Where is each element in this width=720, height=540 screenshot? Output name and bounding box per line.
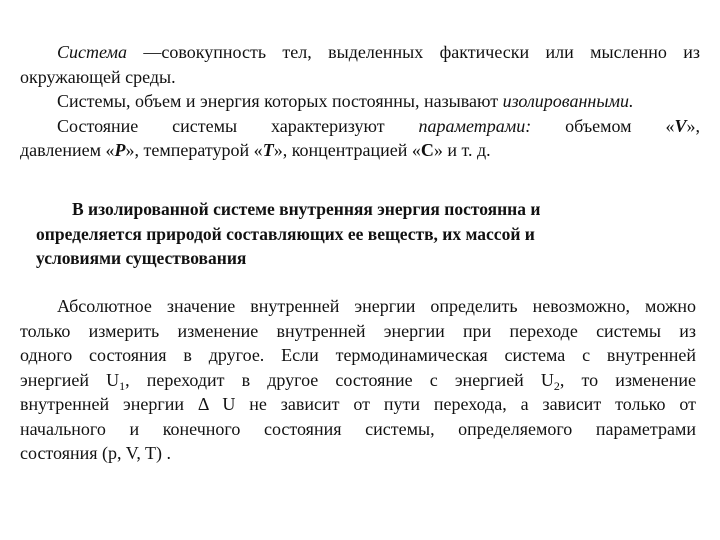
energy-line-3: одного состояния в другое. Если термодинамическая система с внутренней [20, 345, 696, 365]
internal-energy-paragraph [20, 294, 696, 466]
definition-line-1: Система —совокупность тел, выделенных фактически или мысленно из [57, 42, 700, 62]
energy-line-5: внутренней энергии Δ U не зависит от пути перехода, а зависит только от [20, 394, 696, 414]
energy-line-7: состояния (p, V, T) . [20, 443, 172, 463]
highlight-line-3: условиями существования [36, 248, 247, 268]
term-isolated: изолированными. [502, 91, 634, 111]
definition-isolated [20, 89, 700, 114]
energy-line-6: начального и конечного состояния системы, определяемого параметрами [20, 418, 696, 439]
definition-line-2: окружающей среды. [20, 66, 176, 87]
highlight-line-2: определяется природой составляющих ее веществ, их массой и [36, 223, 535, 244]
energy-line-2: только измерить изменение внутренней энергии при переходе системы из [20, 320, 696, 341]
parameters-line-1: Состояние системы характеризуют параметрами: объемом «V», [57, 115, 700, 136]
isolated-line: Системы, объем и энергия которых постоянны, называют изолированными. [57, 91, 634, 111]
energy-line-1: Абсолютное значение внутренней энергии определить невозможно, можно [57, 296, 696, 316]
highlight-statement [36, 197, 636, 271]
parameters-line-2: давлением «P», температурой «T», концентрацией «C» и т. д. [20, 140, 491, 160]
state-parameters [20, 114, 700, 163]
highlight-line-1: В изолированной системе внутренняя энергия постоянна и [72, 199, 541, 219]
definition-system [20, 40, 700, 89]
term-parameters: параметрами: [418, 115, 532, 136]
energy-line-4: энергией $U_1$, переходит в другое состояние с энергией $U_2$, то изменение [20, 369, 696, 393]
term-system: Система [57, 42, 128, 62]
